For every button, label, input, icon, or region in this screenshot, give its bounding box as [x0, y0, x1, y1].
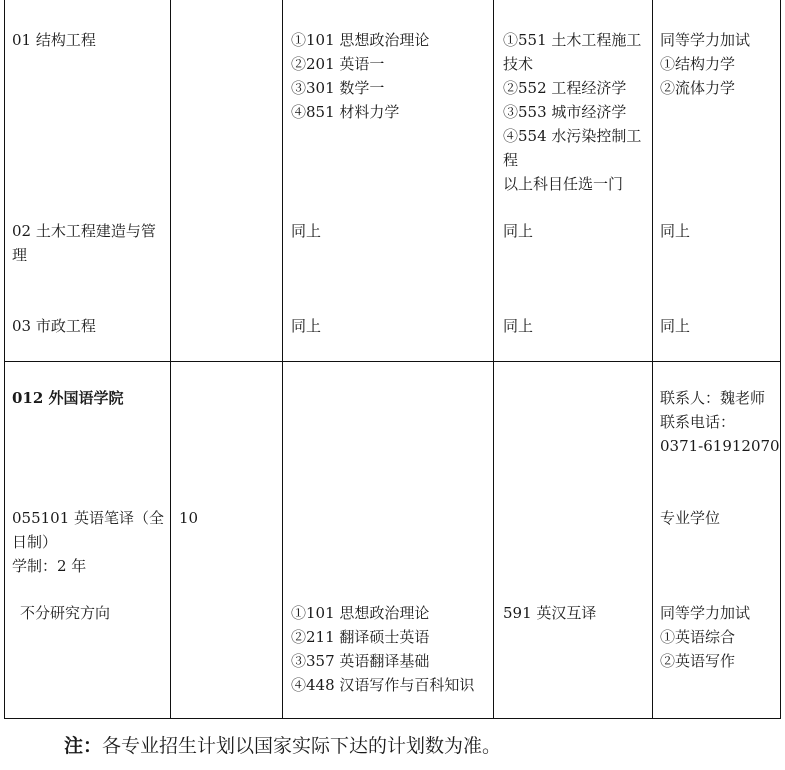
exam-subject: ①101 思想政治理论	[291, 31, 430, 49]
retest-line: 程	[503, 151, 519, 169]
retest-line: ②552 工程经济学	[503, 79, 627, 97]
remarks-cell	[660, 601, 750, 673]
retest-line: 591 英汉互译	[503, 604, 597, 622]
major-cell	[12, 314, 96, 338]
remarks-cell	[660, 314, 690, 338]
exam-subject: ②211 翻译硕士英语	[291, 628, 430, 646]
major-cell	[12, 28, 96, 52]
remark-line: 同等学力加试	[660, 604, 751, 622]
footnote-label: 注：	[64, 735, 103, 757]
footnote	[64, 733, 501, 759]
exam-subject: ①101 思想政治理论	[291, 604, 430, 622]
study-duration: 学制：2 年	[12, 557, 87, 575]
same-as-above: 同上	[503, 222, 534, 240]
major-cell	[12, 506, 164, 578]
remark-line: 同等学力加试	[660, 31, 751, 49]
remarks-cell	[660, 219, 690, 243]
retest-subjects-cell	[503, 314, 533, 338]
retest-subjects-cell	[503, 28, 641, 196]
exam-subject: ④851 材料力学	[291, 103, 400, 121]
column-divider	[170, 0, 171, 719]
exam-subject: ③357 英语翻译基础	[291, 652, 430, 670]
major-name: 日制）	[12, 533, 58, 551]
retest-line: ①551 土木工程施工	[503, 31, 642, 49]
retest-line: ③553 城市经济学	[503, 103, 627, 121]
retest-subjects-cell	[503, 219, 533, 243]
remark-line: ①英语综合	[660, 628, 736, 646]
column-divider	[493, 0, 494, 719]
remark-line: ②英语写作	[660, 652, 736, 670]
contact-cell	[660, 386, 780, 458]
remark-line: ①结构力学	[660, 55, 736, 73]
major-name: 理	[12, 246, 28, 264]
exam-subjects-cell	[291, 314, 321, 338]
major-name: 055101 英语笔译（全	[12, 509, 165, 527]
contact-phone-label: 联系电话：	[660, 413, 736, 431]
table-border-bottom	[4, 718, 781, 719]
degree-type: 专业学位	[660, 509, 721, 527]
column-divider	[652, 0, 653, 719]
retest-line: 技术	[503, 55, 534, 73]
research-direction: 不分研究方向	[20, 604, 111, 622]
degree-type-cell	[660, 506, 720, 530]
table-border-right	[780, 0, 781, 719]
same-as-above: 同上	[291, 222, 322, 240]
major-name: 01 结构工程	[12, 31, 96, 49]
major-cell	[12, 219, 156, 267]
college-name: 012 外国语学院	[12, 389, 124, 407]
retest-line: ④554 水污染控制工	[503, 127, 642, 145]
exam-subject: ④448 汉语写作与百科知识	[291, 676, 475, 694]
exam-subjects-cell	[291, 28, 429, 124]
major-name: 03 市政工程	[12, 317, 96, 335]
contact-phone: 0371-61912070	[660, 437, 780, 455]
retest-line: 以上科目任选一门	[503, 175, 624, 193]
exam-subject: ③301 数学一	[291, 79, 385, 97]
same-as-above: 同上	[503, 317, 534, 335]
quota-cell	[179, 506, 198, 530]
table-border-left	[4, 0, 5, 719]
column-divider	[282, 0, 283, 719]
enrollment-quota: 10	[179, 509, 199, 527]
remarks-cell	[660, 28, 750, 100]
section-divider	[4, 361, 781, 362]
exam-subject: ②201 英语一	[291, 55, 385, 73]
exam-subjects-cell	[291, 601, 474, 697]
exam-subjects-cell	[291, 219, 321, 243]
same-as-above: 同上	[660, 222, 691, 240]
same-as-above: 同上	[660, 317, 691, 335]
direction-cell	[20, 601, 110, 625]
contact-person: 联系人：魏老师	[660, 389, 766, 407]
major-name: 02 土木工程建造与管	[12, 222, 156, 240]
same-as-above: 同上	[291, 317, 322, 335]
retest-subjects-cell	[503, 601, 596, 625]
footnote-text: 各专业招生计划以国家实际下达的计划数为准。	[102, 735, 502, 757]
remark-line: ②流体力学	[660, 79, 736, 97]
